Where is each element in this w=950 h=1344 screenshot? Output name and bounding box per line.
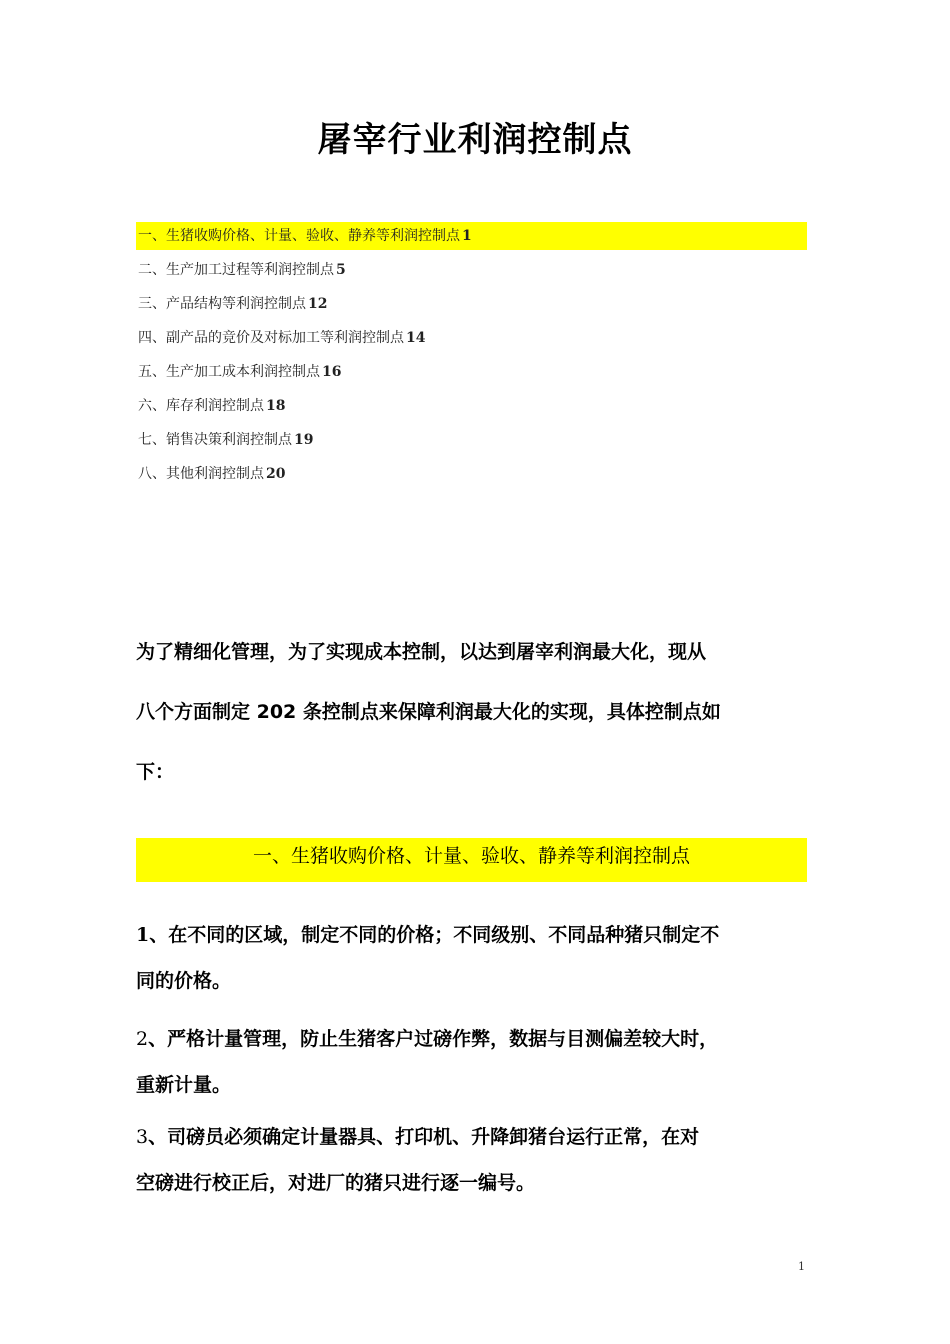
intro-line: 八个方面制定 202 条控制点来保障利润最大化的实现，具体控制点如	[136, 701, 721, 723]
table-of-contents	[136, 222, 807, 494]
toc-item-label: 八、其他利润控制点	[138, 466, 264, 482]
item-text: 、司磅员必须确定计量器具、打印机、升降卸猪台运行正常，在对	[148, 1126, 700, 1148]
toc-item-label: 一、生猪收购价格、计量、验收、静养等利润控制点	[138, 228, 460, 244]
toc-item[interactable]	[136, 222, 807, 250]
toc-item-label: 四、副产品的竞价及对标加工等利润控制点	[138, 330, 404, 346]
toc-item-page: 12	[308, 296, 328, 312]
item-text: 重新计量。	[136, 1074, 232, 1096]
toc-item[interactable]	[136, 324, 807, 352]
item-number: 2	[136, 1028, 149, 1050]
toc-item-page: 19	[294, 432, 314, 448]
toc-item[interactable]	[136, 460, 807, 488]
item-number: 3	[136, 1126, 149, 1148]
toc-item[interactable]	[136, 392, 807, 420]
control-point-item	[136, 1016, 816, 1108]
toc-item-label: 五、生产加工成本利润控制点	[138, 364, 320, 380]
toc-item-page: 1	[462, 228, 472, 244]
page-number: 1	[798, 1260, 805, 1273]
item-text: 同的价格。	[136, 970, 232, 992]
toc-item-label: 六、库存利润控制点	[138, 398, 264, 414]
toc-item-page: 5	[336, 262, 346, 278]
toc-item[interactable]	[136, 256, 807, 284]
toc-item-label: 七、销售决策利润控制点	[138, 432, 292, 448]
intro-line: 下：	[136, 761, 175, 783]
toc-item-page: 16	[322, 364, 342, 380]
toc-item[interactable]	[136, 426, 807, 454]
item-text: 空磅进行校正后，对进厂的猪只进行逐一编号。	[136, 1172, 536, 1194]
toc-item-label: 二、生产加工过程等利润控制点	[138, 262, 334, 278]
control-point-item	[136, 912, 816, 1004]
toc-item-page: 18	[266, 398, 286, 414]
section-heading: 一、生猪收购价格、计量、验收、静养等利润控制点	[136, 838, 807, 882]
item-number: 1	[136, 924, 150, 946]
toc-item[interactable]	[136, 290, 807, 318]
toc-item-page: 14	[406, 330, 426, 346]
control-point-item	[136, 1114, 816, 1206]
intro-line: 为了精细化管理，为了实现成本控制，以达到屠宰利润最大化，现从	[136, 641, 707, 663]
item-text: 、在不同的区域，制定不同的价格；不同级别、不同品种猪只制定不	[149, 924, 720, 946]
intro-paragraph	[136, 622, 816, 802]
page-title: 屠宰行业利润控制点	[317, 120, 633, 160]
toc-item-page: 20	[266, 466, 286, 482]
toc-item-label: 三、产品结构等利润控制点	[138, 296, 306, 312]
item-text: 、严格计量管理，防止生猪客户过磅作弊，数据与目测偏差较大时，	[148, 1028, 719, 1050]
toc-item[interactable]	[136, 358, 807, 386]
